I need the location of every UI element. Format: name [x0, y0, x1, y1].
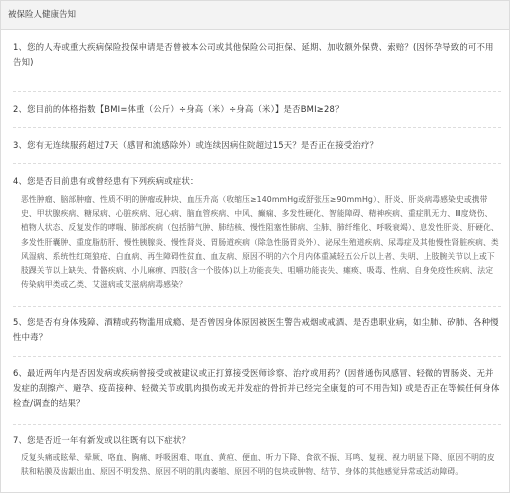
question-7	[13, 425, 501, 493]
question-1-text: 1、您的人寿或重大疾病保险投保申请是否曾被本公司或其他保险公司拒保、延期、加收额外保费、索赔？(因怀孕导致的可不用告知)	[13, 42, 494, 67]
question-7-detail: 反复头痛或眩晕、晕厥、咯血、胸痛、呼吸困难、呕血、黄疸、便血、听力下降、食欲不振、耳鸣、复视、视力明显下降、原因不明的皮肤和粘膜及齿龈出血、原因不明发热、原因不明的肌肉萎缩、原因不明的包块或肿物、结节、身体的其他感觉异常或活动障碍。	[21, 453, 495, 477]
question-6	[13, 357, 501, 425]
question-4-detail: 恶性肿瘤、脑部肿瘤、性质不明的肿瘤或肿块、血压升高（收缩压≥140mmHg或舒张压≥90mmHg）、肝炎、肝炎病毒感染史或携带史、甲状腺疾病、糖尿病、心脏疾病、冠心病、脑血管疾病、中风、癫痫、多发性硬化、智能障碍、精神疾病、重症肌无力、Ⅲ度烧伤、植物人状态、反复发作的哮喘、肺部疾病（包括肺气肿、肺结核、慢性阻塞性肺病、尘肺、肺纤维化、呼吸衰竭）、息发性肝炎、肝硬化、多发性肝囊肿、重度脂肪肝、慢性胰腺炎、慢性肾炎、胃肠道疾病（除急性肠胃炎外）、泌尿生殖道疾病、尿毒症及其他慢性肾脏疾病、类风湿病、系统性红斑狼疮、白血病、再生障碍性贫血、血友病、原因不明的六个月内体重减轻五公斤以上者、失明、上肢腕关节以上或下肢踝关节以上缺失、骨骼疾病、小儿麻痹、四肢(含一个肢体)以上功能丧失、咀嚼功能丧失、瘫痪、吸毒、性病、自身免疫性疾病、法定传染病甲类或乙类、艾滋病或艾滋病病毒感染？	[21, 195, 499, 290]
question-4	[13, 164, 501, 307]
question-3-text: 3、您有无连续服药超过7天（感冒和流感除外）或连续因病住院超过15天？是否正在接受治疗？	[13, 140, 379, 150]
question-1	[13, 30, 501, 92]
question-5-text: 5、您是否有身体残障、酒精或药物滥用成瘾、是否曾因身体原因被医生警告戒烟或戒酒、是否患职业病，如尘肺、矽肺、各种慢性中毒？	[13, 317, 499, 342]
question-4-text: 4、您是否目前患有或曾经患有下列疾病或症状：	[13, 176, 199, 186]
panel-title: 被保险人健康告知	[1, 1, 509, 30]
question-6-text: 6、最近两年内是否因发病或疾病曾接受或被建议或正打算接受医师诊察、治疗或用药？(因普通伤风感冒、轻微的胃肠炎、无并发症的刮擦产、避孕、疫苗接种、轻微关节或肌肉损伤或无并发症的骨折并已经完全康复的可不用告知) 或是否正在等候任何身体检查/调查的结果？	[13, 368, 500, 408]
question-2	[13, 92, 501, 128]
question-2-text: 2、您目前的体格指数【BMI=体重（公斤）÷身高（米）÷身高（米）】是否BMI≥28？	[13, 104, 344, 114]
question-list	[1, 30, 509, 493]
question-3	[13, 128, 501, 164]
question-7-text: 7、您是否近一年有新发或以往既有以下症状？	[13, 435, 191, 445]
question-5	[13, 307, 501, 357]
